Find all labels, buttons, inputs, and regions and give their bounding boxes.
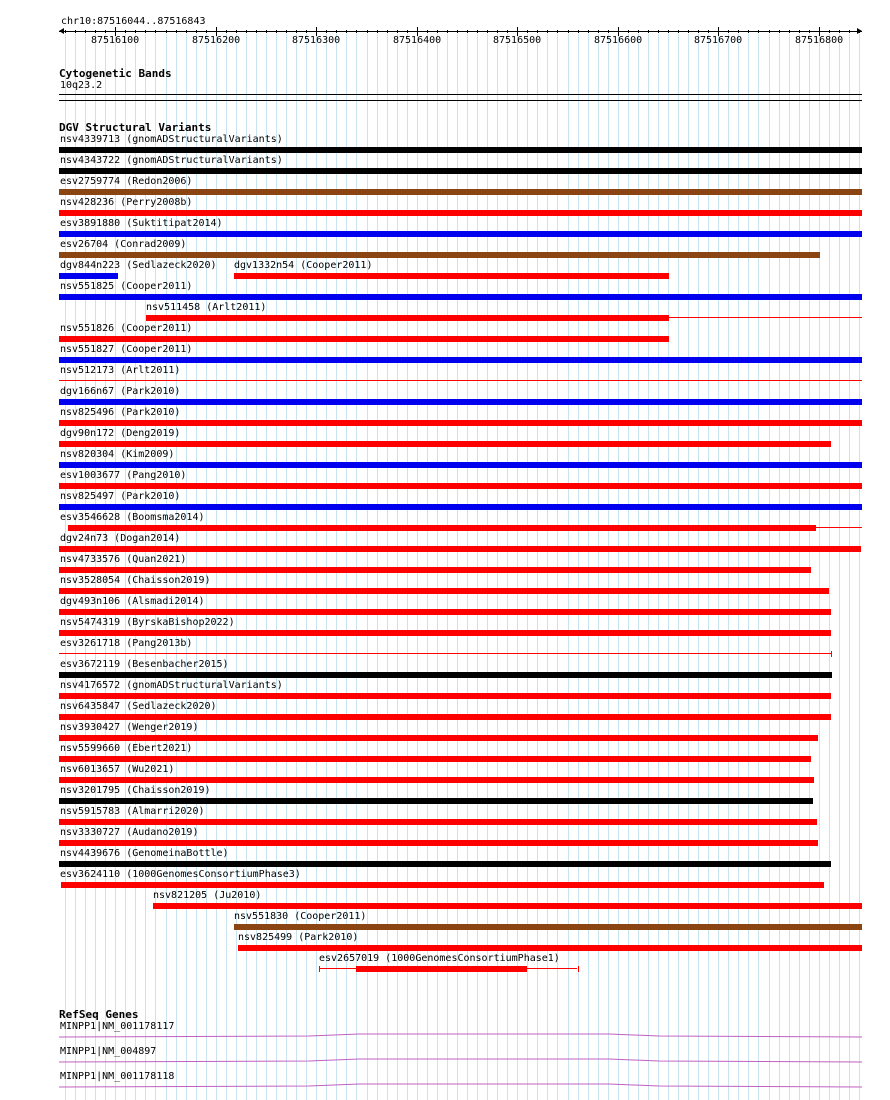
dgv-variant-bar[interactable] — [356, 966, 527, 972]
refseq-gene-model[interactable] — [59, 1058, 862, 1066]
dgv-variant-bar[interactable] — [59, 819, 817, 825]
ruler-minor-tick — [135, 30, 136, 33]
dgv-variant-label[interactable]: nsv825499 (Park2010) — [238, 932, 359, 943]
dgv-variant-label[interactable]: nsv825496 (Park2010) — [60, 407, 181, 418]
ruler-minor-tick — [155, 30, 156, 33]
dgv-variant-label[interactable]: nsv551825 (Cooper2011) — [60, 281, 193, 292]
dgv-variant-label[interactable]: nsv825497 (Park2010) — [60, 491, 181, 502]
dgv-variant-bar[interactable] — [59, 168, 862, 174]
dgv-variant-bar[interactable] — [61, 882, 824, 888]
ruler-minor-tick — [286, 30, 287, 33]
ruler-minor-tick — [387, 30, 388, 33]
dgv-variant-label[interactable]: dgv844n223 (Sedlazeck2020) — [60, 260, 217, 271]
ruler-minor-tick — [65, 30, 66, 33]
dgv-variant-label[interactable]: nsv4733576 (Quan2021) — [60, 554, 187, 565]
dgv-variant-label[interactable]: nsv4439676 (GenomeinaBottle) — [60, 848, 229, 859]
ruler-minor-tick — [296, 30, 297, 33]
dgv-variant-label[interactable]: nsv3528054 (Chaisson2019) — [60, 575, 211, 586]
dgv-variant-label[interactable]: nsv820304 (Kim2009) — [60, 449, 175, 460]
ruler-minor-tick — [226, 30, 227, 33]
ruler-tick-label: 87516200 — [192, 35, 241, 46]
refseq-gene-model[interactable] — [59, 1033, 862, 1041]
dgv-variant-bar[interactable] — [59, 189, 862, 195]
dgv-variant-bar[interactable] — [234, 924, 862, 930]
ruler-minor-tick — [779, 30, 780, 33]
refseq-gene-label[interactable]: MINPP1|NM_001178117 — [60, 1021, 175, 1032]
ruler-minor-tick — [417, 30, 418, 33]
ruler-minor-tick — [346, 30, 347, 33]
dgv-variant-label[interactable]: nsv3201795 (Chaisson2019) — [60, 785, 211, 796]
ruler-minor-tick — [85, 30, 86, 33]
dgv-variant-label[interactable]: esv3261718 (Pang2013b) — [60, 638, 193, 649]
ruler-minor-tick — [658, 30, 659, 33]
dgv-variant-bar[interactable] — [59, 210, 862, 216]
refseq-intron-line — [59, 1059, 862, 1062]
ruler-minor-tick — [708, 30, 709, 33]
dgv-variant-bar[interactable] — [59, 483, 862, 489]
dgv-variant-thin-line[interactable] — [59, 653, 831, 654]
ruler-minor-tick — [628, 30, 629, 33]
ruler-minor-tick — [678, 30, 679, 33]
dgv-variant-label[interactable]: nsv3330727 (Audano2019) — [60, 827, 199, 838]
ruler-tick-label: 87516400 — [393, 35, 442, 46]
dgv-variant-bar[interactable] — [59, 252, 820, 258]
dgv-variant-bar[interactable] — [59, 756, 811, 762]
ruler-minor-tick — [316, 30, 317, 33]
dgv-variant-bar[interactable] — [59, 357, 862, 363]
ruler-minor-tick — [166, 30, 167, 33]
ruler-minor-tick — [266, 30, 267, 33]
dgv-variant-bar[interactable] — [59, 630, 831, 636]
dgv-variant-bar[interactable] — [59, 420, 862, 426]
ruler-minor-tick — [397, 30, 398, 33]
dgv-variant-bar[interactable] — [59, 546, 861, 552]
ruler-minor-tick — [839, 30, 840, 33]
ruler-minor-tick — [557, 30, 558, 33]
dgv-variant-bar[interactable] — [59, 609, 831, 615]
ruler-minor-tick — [196, 30, 197, 33]
ruler-minor-tick — [125, 30, 126, 33]
ruler-tick-label: 87516300 — [292, 35, 341, 46]
dgv-variant-label[interactable]: esv26704 (Conrad2009) — [60, 239, 187, 250]
dgv-variant-label[interactable]: dgv90n172 (Deng2019) — [60, 428, 181, 439]
ruler-minor-tick — [738, 30, 739, 33]
ruler-minor-tick — [246, 30, 247, 33]
refseq-intron-line — [59, 1034, 862, 1037]
ruler-minor-tick — [537, 30, 538, 33]
ruler-minor-tick — [115, 30, 116, 33]
dgv-variant-label[interactable]: dgv1332n54 (Cooper2011) — [234, 260, 373, 271]
ruler-minor-tick — [769, 30, 770, 33]
ruler-tick-label: 87516800 — [795, 35, 844, 46]
ruler-minor-tick — [377, 30, 378, 33]
dgv-variant-label[interactable]: nsv5915783 (Almarri2020) — [60, 806, 205, 817]
dgv-variant-bar[interactable] — [59, 777, 814, 783]
dgv-variant-bar[interactable] — [59, 231, 862, 237]
dgv-variant-bar[interactable] — [59, 840, 818, 846]
dgv-variant-label[interactable]: nsv6013657 (Wu2021) — [60, 764, 175, 775]
dgv-variant-bar[interactable] — [59, 672, 832, 678]
ruler-minor-tick — [568, 30, 569, 33]
ruler-minor-tick — [336, 30, 337, 33]
dgv-variant-bar[interactable] — [59, 588, 829, 594]
dgv-variant-label[interactable]: esv2759774 (Redon2006) — [60, 176, 193, 187]
dgv-variant-label[interactable]: nsv4339713 (gnomADStructuralVariants) — [60, 134, 283, 145]
dgv-variant-label[interactable]: nsv5599660 (Ebert2021) — [60, 743, 193, 754]
dgv-variant-label[interactable]: esv3891880 (Suktitipat2014) — [60, 218, 223, 229]
dgv-variant-label[interactable]: esv3672119 (Besenbacher2015) — [60, 659, 229, 670]
ruler-minor-tick — [648, 30, 649, 33]
ruler-minor-tick — [467, 30, 468, 33]
ruler-minor-tick — [236, 30, 237, 33]
dgv-variant-bar[interactable] — [59, 861, 831, 867]
ruler-minor-tick — [497, 30, 498, 33]
cytoband-label: 10q23.2 — [60, 80, 103, 91]
ruler-minor-tick — [407, 30, 408, 33]
refseq-intron-line — [59, 1084, 862, 1087]
ruler-minor-tick — [809, 30, 810, 33]
ruler-minor-tick — [256, 30, 257, 33]
dgv-variant-bar[interactable] — [68, 525, 816, 531]
ruler-minor-tick — [718, 30, 719, 33]
ruler-minor-tick — [698, 30, 699, 33]
ruler-minor-tick — [186, 30, 187, 33]
dgv-variant-label[interactable]: esv1003677 (Pang2010) — [60, 470, 187, 481]
dgv-variant-bar[interactable] — [59, 441, 831, 447]
cytoband-title: Cytogenetic Bands — [59, 67, 172, 80]
ruler-minor-tick — [517, 30, 518, 33]
dgv-variant-label[interactable]: nsv428236 (Perry2008b) — [60, 197, 193, 208]
ruler-minor-tick — [588, 30, 589, 33]
dgv-variant-label[interactable]: nsv5474319 (ByrskaBishop2022) — [60, 617, 235, 628]
dgv-variant-bar[interactable] — [59, 798, 813, 804]
coordinate-ruler — [59, 31, 862, 32]
dgv-variant-label[interactable]: dgv493n106 (Alsmadi2014) — [60, 596, 205, 607]
ruler-minor-tick — [507, 30, 508, 33]
ruler-minor-tick — [105, 30, 106, 33]
ruler-tick-label: 87516500 — [493, 35, 542, 46]
dgv-variant-label[interactable]: nsv512173 (Arlt2011) — [60, 365, 181, 376]
ruler-minor-tick — [447, 30, 448, 33]
ruler-minor-tick — [367, 30, 368, 33]
ruler-minor-tick — [859, 30, 860, 33]
ruler-minor-tick — [799, 30, 800, 33]
ruler-minor-tick — [829, 30, 830, 33]
dgv-variant-bar[interactable] — [59, 462, 862, 468]
ruler-minor-tick — [547, 30, 548, 33]
refseq-gene-model[interactable] — [59, 1083, 862, 1091]
ruler-minor-tick — [306, 30, 307, 33]
dgv-variant-bar[interactable] — [59, 336, 669, 342]
ruler-minor-tick — [819, 30, 820, 33]
dgv-variant-label[interactable]: esv2657019 (1000GenomesConsortiumPhase1) — [319, 953, 560, 964]
dgv-variant-label[interactable]: dgv166n67 (Park2010) — [60, 386, 181, 397]
dgv-variant-bar[interactable] — [238, 945, 862, 951]
ruler-minor-tick — [356, 30, 357, 33]
dgv-variant-label[interactable]: nsv6435847 (Sedlazeck2020) — [60, 701, 217, 712]
dgv-variant-bar[interactable] — [59, 693, 831, 699]
ruler-minor-tick — [427, 30, 428, 33]
cytoband-line-bottom — [59, 100, 862, 101]
ruler-tick-label: 87516700 — [694, 35, 743, 46]
dgv-variant-bar[interactable] — [59, 567, 811, 573]
dgv-variant-end-cap — [831, 651, 832, 657]
ruler-minor-tick — [618, 30, 619, 33]
ruler-minor-tick — [276, 30, 277, 33]
ruler-minor-tick — [598, 30, 599, 33]
dgv-variant-label[interactable]: nsv551826 (Cooper2011) — [60, 323, 193, 334]
ruler-minor-tick — [789, 30, 790, 33]
ruler-left-arrow-icon — [59, 28, 64, 34]
region-label: chr10:87516044..87516843 — [61, 16, 206, 27]
dgv-variant-label[interactable]: nsv3930427 (Wenger2019) — [60, 722, 199, 733]
refseq-title: RefSeq Genes — [59, 1008, 139, 1021]
ruler-minor-tick — [849, 30, 850, 33]
dgv-variant-bar[interactable] — [146, 315, 669, 321]
ruler-minor-tick — [216, 30, 217, 33]
dgv-variant-bar[interactable] — [153, 903, 862, 909]
ruler-tick-label: 87516100 — [91, 35, 140, 46]
ruler-minor-tick — [477, 30, 478, 33]
dgv-variant-label[interactable]: nsv4343722 (gnomADStructuralVariants) — [60, 155, 283, 166]
dgv-variant-label[interactable]: nsv821205 (Ju2010) — [153, 890, 262, 901]
ruler-minor-tick — [437, 30, 438, 33]
ruler-minor-tick — [95, 30, 96, 33]
dgv-variant-label[interactable]: nsv551830 (Cooper2011) — [234, 911, 367, 922]
ruler-minor-tick — [75, 30, 76, 33]
ruler-minor-tick — [728, 30, 729, 33]
refseq-gene-label[interactable]: MINPP1|NM_004897 — [60, 1046, 157, 1057]
ruler-minor-tick — [487, 30, 488, 33]
dgv-variant-label[interactable]: nsv511458 (Arlt2011) — [146, 302, 267, 313]
ruler-tick-label: 87516600 — [594, 35, 643, 46]
dgv-variant-bar[interactable] — [59, 147, 862, 153]
refseq-gene-label[interactable]: MINPP1|NM_001178118 — [60, 1071, 175, 1082]
ruler-minor-tick — [748, 30, 749, 33]
dgv-variant-label[interactable]: nsv551827 (Cooper2011) — [60, 344, 193, 355]
dgv-variant-label[interactable]: esv3624110 (1000GenomesConsortiumPhase3) — [60, 869, 301, 880]
ruler-minor-tick — [145, 30, 146, 33]
ruler-minor-tick — [578, 30, 579, 33]
dgv-variant-label[interactable]: dgv24n73 (Dogan2014) — [60, 533, 181, 544]
ruler-minor-tick — [326, 30, 327, 33]
ruler-minor-tick — [176, 30, 177, 33]
cytoband-line-top — [59, 94, 862, 95]
dgv-variant-bar[interactable] — [59, 504, 862, 510]
dgv-variant-bar[interactable] — [234, 273, 669, 279]
dgv-variant-thin-line[interactable] — [59, 380, 862, 381]
dgv-variant-bar[interactable] — [59, 294, 862, 300]
ruler-minor-tick — [638, 30, 639, 33]
dgv-title: DGV Structural Variants — [59, 121, 212, 134]
dgv-variant-label[interactable]: esv3546628 (Boomsma2014) — [60, 512, 205, 523]
dgv-variant-label[interactable]: nsv4176572 (gnomADStructuralVariants) — [60, 680, 283, 691]
dgv-variant-bar[interactable] — [59, 735, 818, 741]
dgv-variant-bar[interactable] — [59, 399, 862, 405]
dgv-variant-bar[interactable] — [59, 714, 831, 720]
ruler-minor-tick — [527, 30, 528, 33]
dgv-variant-end-cap — [578, 966, 579, 972]
ruler-minor-tick — [457, 30, 458, 33]
dgv-variant-start-cap — [319, 966, 320, 972]
ruler-minor-tick — [206, 30, 207, 33]
ruler-minor-tick — [758, 30, 759, 33]
ruler-minor-tick — [668, 30, 669, 33]
dgv-variant-bar[interactable] — [59, 273, 118, 279]
ruler-minor-tick — [608, 30, 609, 33]
ruler-minor-tick — [688, 30, 689, 33]
